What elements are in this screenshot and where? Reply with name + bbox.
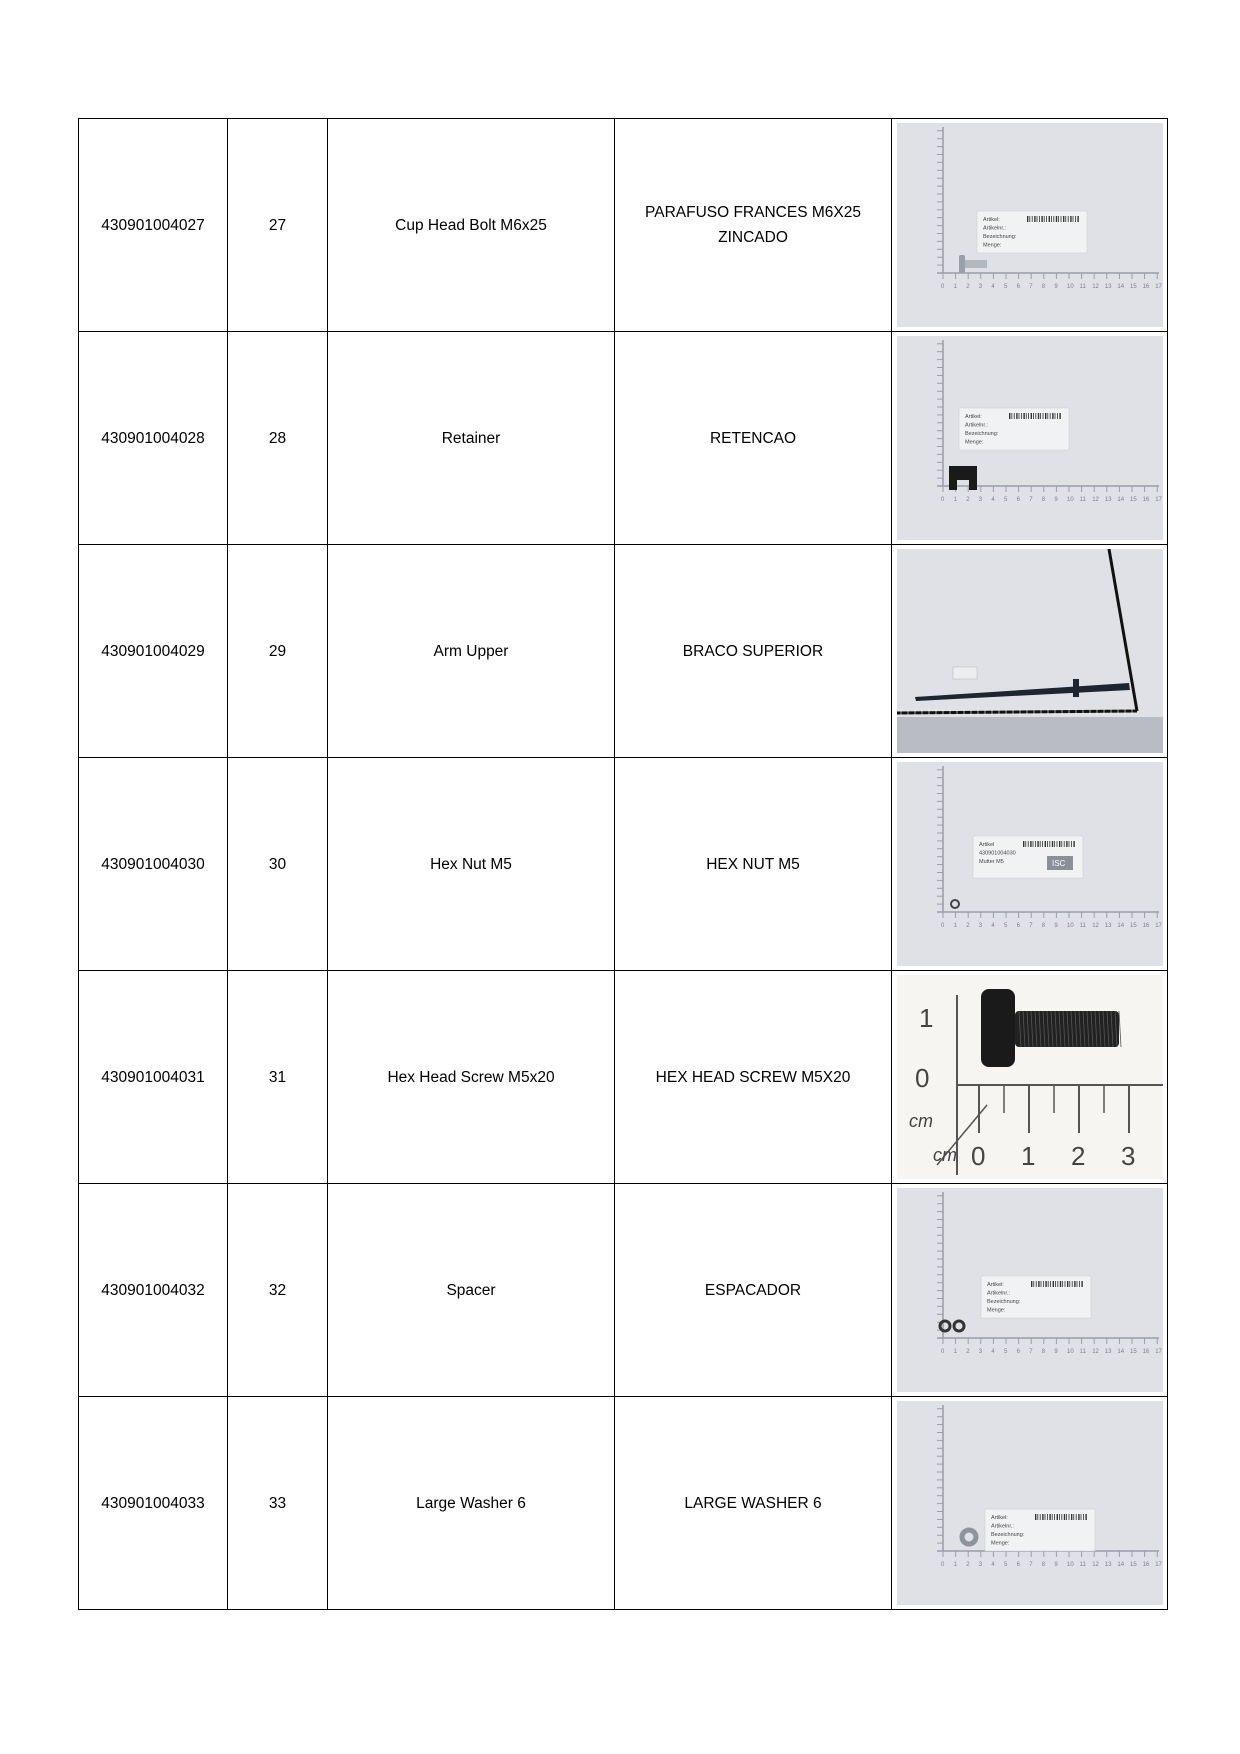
- svg-text:2: 2: [965, 497, 970, 503]
- svg-text:16: 16: [1142, 1562, 1149, 1568]
- article-number-cell: [79, 119, 228, 332]
- svg-text:0: 0: [940, 1562, 944, 1568]
- svg-text:3: 3: [978, 1562, 982, 1568]
- svg-text:1: 1: [953, 497, 957, 503]
- svg-text:0: 0: [940, 284, 944, 290]
- photo-cell: [892, 1397, 1168, 1610]
- svg-text:2: 2: [965, 1562, 970, 1568]
- label-text: Artikel:: [986, 1282, 1004, 1288]
- portuguese-name-cell: [615, 971, 892, 1184]
- photo-cell: [892, 971, 1168, 1184]
- svg-text:16: 16: [1142, 1349, 1149, 1355]
- svg-text:9: 9: [1053, 1349, 1058, 1355]
- english-name: Hex Nut M5: [430, 855, 512, 873]
- label-text: Menge:: [964, 439, 983, 446]
- svg-text:7: 7: [1028, 497, 1033, 503]
- article-label: [977, 211, 1087, 253]
- english-name: Spacer: [446, 1281, 496, 1299]
- label-text: Menge:: [982, 242, 1001, 249]
- english-name-cell: [328, 545, 615, 758]
- svg-text:5: 5: [1003, 1562, 1007, 1568]
- svg-text:10: 10: [1066, 497, 1074, 503]
- svg-text:4: 4: [990, 284, 995, 290]
- portuguese-name: HEX HEAD SCREW M5X20: [655, 1068, 851, 1086]
- portuguese-name-cell: [615, 545, 892, 758]
- english-name-cell: [328, 119, 615, 332]
- svg-text:12: 12: [1091, 1349, 1099, 1355]
- svg-text:9: 9: [1053, 497, 1058, 503]
- scale-label: 1: [1020, 1141, 1035, 1171]
- position-cell: [228, 758, 328, 971]
- screw-closeup-photo: [897, 975, 1163, 1179]
- table-row: [79, 332, 1168, 545]
- label-text: 430901004030: [978, 850, 1016, 857]
- unit-label: cm: [908, 1111, 933, 1131]
- svg-text:0: 0: [940, 1349, 944, 1355]
- position-cell: [228, 332, 328, 545]
- svg-text:8: 8: [1041, 284, 1045, 290]
- bolt-photo: [897, 123, 1163, 327]
- svg-text:11: 11: [1079, 497, 1086, 503]
- portuguese-name-cell: [615, 332, 892, 545]
- portuguese-name-cell: [615, 758, 892, 971]
- svg-text:1: 1: [953, 1562, 957, 1568]
- portuguese-name: HEX NUT M5: [706, 855, 800, 873]
- svg-text:4: 4: [990, 497, 995, 503]
- svg-text:5: 5: [1003, 497, 1007, 503]
- english-name: Retainer: [441, 429, 501, 447]
- article-number-cell: [79, 971, 228, 1184]
- portuguese-name: PARAFUSO FRANCES M6X25 ZINCADO: [645, 204, 861, 246]
- table-row: [79, 119, 1168, 332]
- label-text: Bezeichnung:: [990, 1532, 1024, 1538]
- portuguese-name: LARGE WASHER 6: [684, 1494, 822, 1512]
- article-number-cell: [79, 1184, 228, 1397]
- english-name-cell: [328, 1397, 615, 1610]
- unit-label: cm: [932, 1145, 957, 1165]
- svg-text:13: 13: [1104, 1349, 1111, 1355]
- label-text: Artikelnr.:: [982, 225, 1006, 232]
- english-name-cell: [328, 971, 615, 1184]
- svg-text:12: 12: [1091, 923, 1099, 929]
- svg-text:7: 7: [1028, 1562, 1033, 1568]
- english-name: Arm Upper: [433, 642, 509, 660]
- article-label: [981, 1276, 1091, 1318]
- position-number: 33: [268, 1494, 287, 1512]
- label-text: Artikelnr.:: [990, 1523, 1014, 1530]
- english-name-cell: [328, 1184, 615, 1397]
- portuguese-name: BRACO SUPERIOR: [682, 642, 824, 660]
- article-number: 430901004029: [101, 642, 205, 660]
- svg-text:6: 6: [1016, 497, 1020, 503]
- article-number: 430901004032: [101, 1281, 205, 1299]
- svg-text:8: 8: [1041, 923, 1045, 929]
- svg-text:0: 0: [940, 923, 944, 929]
- label-text: Menge:: [986, 1307, 1005, 1314]
- washer-photo: [897, 1401, 1163, 1605]
- position-number: 31: [268, 1068, 287, 1086]
- article-number: 430901004027: [101, 216, 205, 234]
- svg-text:3: 3: [978, 284, 982, 290]
- isc-logo: [1047, 856, 1073, 870]
- svg-text:11: 11: [1079, 923, 1086, 929]
- svg-text:17: 17: [1154, 923, 1162, 929]
- svg-text:10: 10: [1066, 1562, 1074, 1568]
- svg-text:11: 11: [1079, 284, 1086, 290]
- english-name: Cup Head Bolt M6x25: [395, 216, 547, 234]
- svg-text:14: 14: [1116, 923, 1124, 929]
- svg-text:15: 15: [1129, 284, 1137, 290]
- label-text: Artikel:: [982, 217, 1000, 223]
- nut-photo: [897, 762, 1163, 966]
- scale-label: 1: [918, 1003, 933, 1033]
- label-text: Bezeichnung:: [986, 1299, 1020, 1305]
- table-row: [79, 1184, 1168, 1397]
- label-text: Artikelnr.:: [964, 422, 988, 429]
- retainer-photo: [897, 336, 1163, 540]
- svg-text:7: 7: [1028, 284, 1033, 290]
- label-text: Menge:: [990, 1540, 1009, 1547]
- svg-text:10: 10: [1066, 1349, 1074, 1355]
- english-name: Large Washer 6: [416, 1494, 526, 1512]
- svg-text:9: 9: [1053, 923, 1058, 929]
- english-name: Hex Head Screw M5x20: [387, 1068, 555, 1086]
- svg-text:1: 1: [953, 923, 957, 929]
- svg-text:8: 8: [1041, 1349, 1045, 1355]
- svg-text:2: 2: [965, 284, 970, 290]
- svg-text:15: 15: [1129, 1562, 1137, 1568]
- svg-text:17: 17: [1154, 1349, 1162, 1355]
- svg-text:11: 11: [1079, 1349, 1086, 1355]
- article-number: 430901004030: [101, 855, 205, 873]
- photo-cell: [892, 119, 1168, 332]
- svg-text:3: 3: [978, 1349, 982, 1355]
- article-label: [959, 408, 1069, 450]
- label-text: Bezeichnung:: [982, 234, 1016, 240]
- svg-text:16: 16: [1142, 284, 1149, 290]
- portuguese-name: ESPACADOR: [704, 1281, 802, 1299]
- arm-photo: [897, 549, 1163, 753]
- label-text: Artikel:: [990, 1515, 1008, 1521]
- svg-text:1: 1: [953, 1349, 957, 1355]
- article-label: [985, 1509, 1095, 1551]
- svg-text:13: 13: [1104, 1562, 1111, 1568]
- photo-cell: [892, 758, 1168, 971]
- svg-text:9: 9: [1053, 1562, 1058, 1568]
- article-number-cell: [79, 332, 228, 545]
- article-number: 430901004033: [101, 1494, 205, 1512]
- spacer-photo: [897, 1188, 1163, 1392]
- table-row: [79, 971, 1168, 1184]
- svg-text:2: 2: [965, 923, 970, 929]
- photo-cell: [892, 545, 1168, 758]
- position-cell: [228, 119, 328, 332]
- portuguese-name-cell: [615, 119, 892, 332]
- svg-text:14: 14: [1116, 284, 1124, 290]
- label-text: Artikelnr.:: [986, 1290, 1010, 1297]
- svg-text:17: 17: [1154, 497, 1162, 503]
- svg-text:8: 8: [1041, 1562, 1045, 1568]
- svg-text:15: 15: [1129, 1349, 1137, 1355]
- table-row: [79, 1397, 1168, 1610]
- svg-text:10: 10: [1066, 923, 1074, 929]
- parts-table: [78, 118, 1168, 1610]
- english-name-cell: [328, 758, 615, 971]
- table-row: [79, 545, 1168, 758]
- photo-cell: [892, 1184, 1168, 1397]
- svg-text:17: 17: [1154, 1562, 1162, 1568]
- svg-text:13: 13: [1104, 284, 1111, 290]
- article-number-cell: [79, 758, 228, 971]
- svg-text:4: 4: [990, 1562, 995, 1568]
- svg-text:6: 6: [1016, 1562, 1020, 1568]
- svg-text:12: 12: [1091, 1562, 1099, 1568]
- svg-text:16: 16: [1142, 497, 1149, 503]
- svg-text:10: 10: [1066, 284, 1074, 290]
- svg-text:7: 7: [1028, 923, 1033, 929]
- svg-text:6: 6: [1016, 923, 1020, 929]
- svg-text:4: 4: [990, 1349, 995, 1355]
- svg-text:11: 11: [1079, 1562, 1086, 1568]
- svg-text:3: 3: [978, 923, 982, 929]
- photo-cell: [892, 332, 1168, 545]
- svg-text:0: 0: [940, 497, 944, 503]
- article-number-cell: [79, 1397, 228, 1610]
- svg-text:16: 16: [1142, 923, 1149, 929]
- position-cell: [228, 971, 328, 1184]
- position-number: 30: [268, 855, 287, 873]
- label-text: Artikel: [978, 842, 994, 848]
- svg-text:ISC: ISC: [1051, 859, 1065, 868]
- svg-text:15: 15: [1129, 923, 1137, 929]
- article-number: 430901004028: [101, 429, 205, 447]
- position-number: 28: [268, 429, 287, 447]
- label-text: Mutter M5: [978, 859, 1004, 865]
- svg-text:5: 5: [1003, 1349, 1007, 1355]
- svg-text:7: 7: [1028, 1349, 1033, 1355]
- portuguese-name-cell: [615, 1184, 892, 1397]
- svg-text:14: 14: [1116, 1349, 1124, 1355]
- svg-text:12: 12: [1091, 284, 1099, 290]
- svg-text:4: 4: [990, 923, 995, 929]
- position-number: 27: [268, 216, 287, 234]
- svg-text:5: 5: [1003, 923, 1007, 929]
- position-cell: [228, 545, 328, 758]
- svg-text:2: 2: [965, 1349, 970, 1355]
- label-text: Artikel:: [964, 414, 982, 420]
- label-text: Bezeichnung:: [964, 431, 998, 437]
- scale-label: 0: [970, 1141, 985, 1171]
- scale-label: 0: [914, 1063, 929, 1093]
- article-number-cell: [79, 545, 228, 758]
- svg-text:9: 9: [1053, 284, 1058, 290]
- portuguese-name-cell: [615, 1397, 892, 1610]
- svg-text:3: 3: [978, 497, 982, 503]
- svg-text:13: 13: [1104, 923, 1111, 929]
- svg-text:14: 14: [1116, 497, 1124, 503]
- scale-label: 2: [1070, 1141, 1085, 1171]
- scale-label: 3: [1120, 1141, 1135, 1171]
- svg-text:14: 14: [1116, 1562, 1124, 1568]
- svg-text:1: 1: [953, 284, 957, 290]
- portuguese-name: RETENCAO: [709, 429, 797, 447]
- svg-text:17: 17: [1154, 284, 1162, 290]
- svg-text:8: 8: [1041, 497, 1045, 503]
- position-number: 32: [268, 1281, 287, 1299]
- svg-text:13: 13: [1104, 497, 1111, 503]
- position-cell: [228, 1184, 328, 1397]
- svg-text:5: 5: [1003, 284, 1007, 290]
- svg-text:6: 6: [1016, 1349, 1020, 1355]
- svg-text:12: 12: [1091, 497, 1099, 503]
- svg-text:6: 6: [1016, 284, 1020, 290]
- english-name-cell: [328, 332, 615, 545]
- position-cell: [228, 1397, 328, 1610]
- article-number: 430901004031: [101, 1068, 205, 1086]
- svg-text:15: 15: [1129, 497, 1137, 503]
- position-number: 29: [268, 642, 287, 660]
- table-row: [79, 758, 1168, 971]
